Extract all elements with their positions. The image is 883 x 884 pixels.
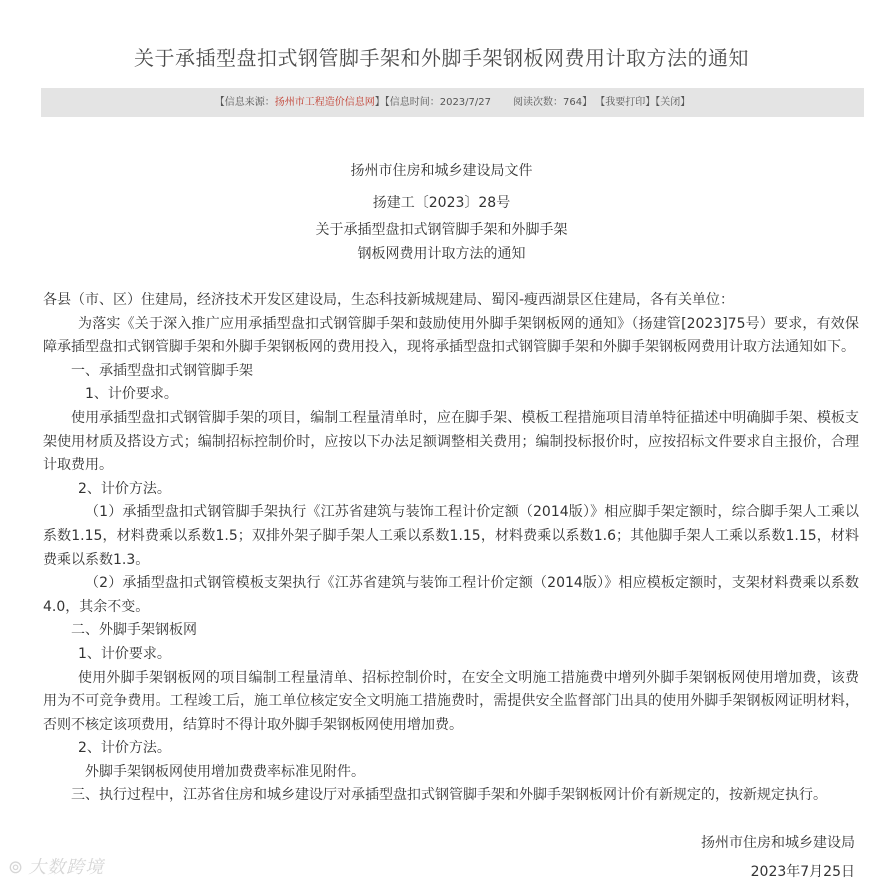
subheading-1-1: 1、计价要求。	[85, 386, 178, 403]
source-link[interactable]: 扬州市工程造价信息网	[274, 97, 375, 108]
watermark-icon: ⊚	[8, 857, 25, 878]
subheading-2-2: 2、计价方法。	[78, 740, 171, 757]
document-body	[43, 289, 859, 808]
watermark-text: 大数跨境	[28, 857, 105, 878]
info-bar	[41, 88, 864, 117]
doc-number: 扬建工〔2023〕28号	[372, 195, 511, 211]
paragraph-2-1: 使用外脚手架钢板网的项目编制工程量清单、招标控制价时，在安全文明施工措施费中增列外脚手架钢板网使用增加费，该费用为不可竞争费用。工程竣工后，施工单位核定安全文明施工措施费时，需提供安全监督部门出具的使用外脚手架钢板网证明材料，否则不核定该项费用，结算时不得计取外脚手架钢板网使用增加费。	[43, 669, 859, 733]
subheading-2-1: 1、计价要求。	[78, 645, 171, 662]
paragraph-intro: 为落实《关于深入推广应用承插型盘扣式钢管脚手架和鼓励使用外脚手架钢板网的通知》（扬建管[2023]75号）要求，有效保障承插型盘扣式钢管脚手架和外脚手架钢板网的费用投入，现将承插型盘扣式钢管脚手架和外脚手架钢板网费用计取方法通知如下。	[43, 315, 859, 356]
issuer-line: 扬州市住房和城乡建设局文件	[350, 163, 533, 179]
view-count: 阅读次数：764】	[513, 97, 593, 108]
paragraph-1-1: 使用承插型盘扣式钢管脚手架的项目，编制工程量清单时，应在脚手架、模板工程措施项目清单特征描述中明确脚手架、模板支架使用材质及搭设方式；编制招标控制价时，应按以下办法足额调整相关费用；编制投标报价时，应按招标文件要求自主报价，合理计取费用。	[43, 409, 859, 474]
print-link[interactable]: 【我要打印】	[595, 97, 656, 108]
page-title: 关于承插型盘扣式钢管脚手架和外脚手架钢板网费用计取方法的通知	[134, 46, 749, 70]
section-heading-1: 一、承插型盘扣式钢管脚手架	[71, 362, 253, 379]
paragraph-2-2: 外脚手架钢板网使用增加费费率标准见附件。	[85, 763, 365, 780]
signature-date: 2023年7月25日	[750, 864, 855, 880]
addressee: 各县（市、区）住建局，经济技术开发区建设局，生态科技新城规建局、蜀冈-瘦西湖景区住建局，各有关单位：	[43, 292, 735, 308]
paragraph-1-2-b: （2）承插型盘扣式钢管模板支架执行《江苏省建筑与装饰工程计价定额（2014版）》相应模板定额时，支架材料费乘以系数4.0，其余不变。	[43, 575, 859, 615]
info-time: 【信息时间：2023/7/27	[384, 97, 491, 108]
subheading-1-2: 2、计价方法。	[78, 480, 171, 497]
close-link[interactable]: 【关闭】	[655, 97, 691, 108]
subject-line-1: 关于承插型盘扣式钢管脚手架和外脚手架	[315, 222, 568, 238]
subject-line-2: 钢板网费用计取方法的通知	[357, 246, 526, 262]
source-prefix: 【信息来源：	[214, 97, 275, 108]
source-suffix: 】	[374, 97, 385, 108]
section-heading-2: 二、外脚手架钢板网	[71, 622, 197, 639]
watermark	[8, 853, 104, 879]
signature-org: 扬州市住房和城乡建设局	[701, 835, 855, 851]
section-heading-3: 三、执行过程中，江苏省住房和城乡建设厅对承插型盘扣式钢管脚手架和外脚手架钢板网计价有新规定的，按新规定执行。	[71, 787, 827, 804]
paragraph-1-2-a: （1）承插型盘扣式钢管脚手架执行《江苏省建筑与装饰工程计价定额（2014版）》相应脚手架定额时，综合脚手架人工乘以系数1.15，材料费乘以系数1.5；双排外架子脚手架人工乘以系数1.15，材料费乘以系数1.6；其他脚手架人工乘以系数1.15，材料费乘以系数1.3。	[43, 504, 859, 568]
